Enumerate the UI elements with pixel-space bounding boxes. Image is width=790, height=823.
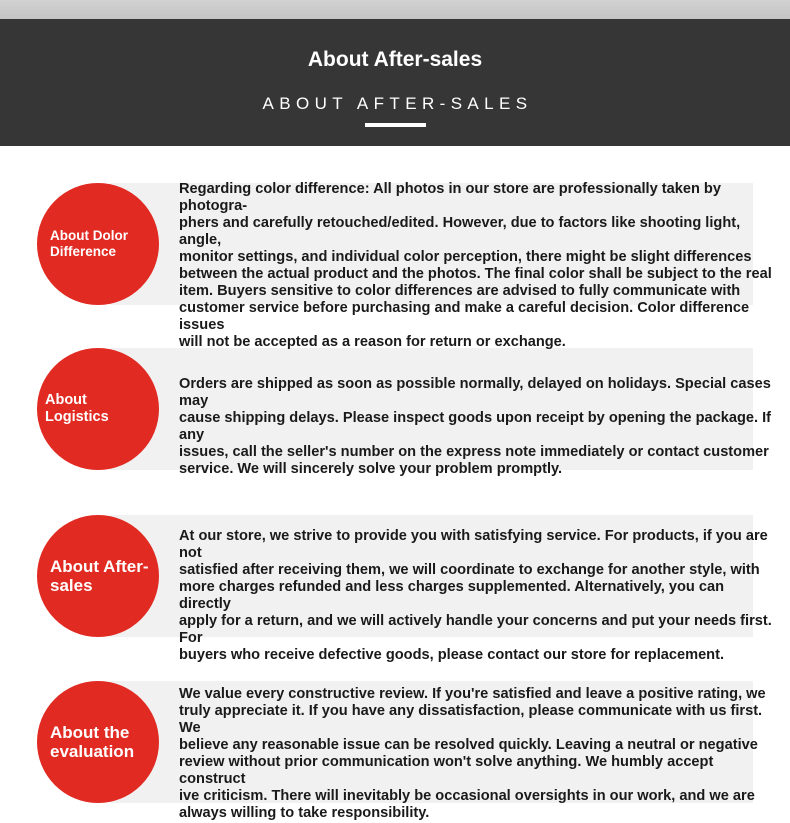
section-badge [37, 515, 159, 637]
section-badge-label: About the evaluation [50, 722, 135, 761]
title-underline [365, 123, 426, 127]
section-text: At our store, we strive to provide you with satisfying service. For products, if you are not satisfied after receiving them, we will coordinate to exchange for another style, with more charges refunded and less charges supplemented. Alternatively, you can directly apply for a return, and we will actively handle your concerns and put your needs first. For buyers who receive defective goods, please contact our store for replacement. [179, 528, 772, 663]
top-decorative-strip [0, 0, 790, 19]
section-badge [37, 681, 159, 803]
section-badge-label: About Logistics [45, 392, 109, 425]
page-subtitle: ABOUT AFTER-SALES [262, 94, 533, 113]
page-title: About After-sales [307, 48, 483, 71]
section-badge [37, 183, 159, 305]
page-header [0, 19, 790, 146]
section-badge-label: About After- sales [50, 556, 149, 595]
section-badge-label: About Dolor Difference [50, 228, 128, 259]
section-text: We value every constructive review. If you're satisfied and leave a positive rating, we truly appreciate it. If you have any dissatisfaction, please communicate with us first. We believe any reasonable issue can be resolved quickly. Leaving a neutral or negative review without prior communication won't solve anything. We humbly accept construct ive criticism. There will inevitably be occasional oversights in our work, and we are always willing to take responsibility. [179, 686, 766, 821]
section-text: Orders are shipped as soon as possible normally, delayed on holidays. Special cases may cause shipping delays. Please inspect goods upon receipt by opening the package. If any issues, call the seller's number on the express note immediately or contact customer service. We will sincerely solve your problem promptly. [179, 376, 772, 477]
section-text: Regarding color difference: All photos in our store are professionally taken by photogra- phers and carefully retouched/edited. However, due to factors like shooting light, angle, monitor settings, and individual color perception, there might be slight differences between the actual product and the photos. The final color shall be subject to the real item. Buyers sensitive to color differences are advised to fully communicate with customer service before purchasing and make a careful decision. Color difference issues will not be accepted as a reason for return or exchange. [179, 181, 772, 350]
section-badge [37, 348, 159, 470]
